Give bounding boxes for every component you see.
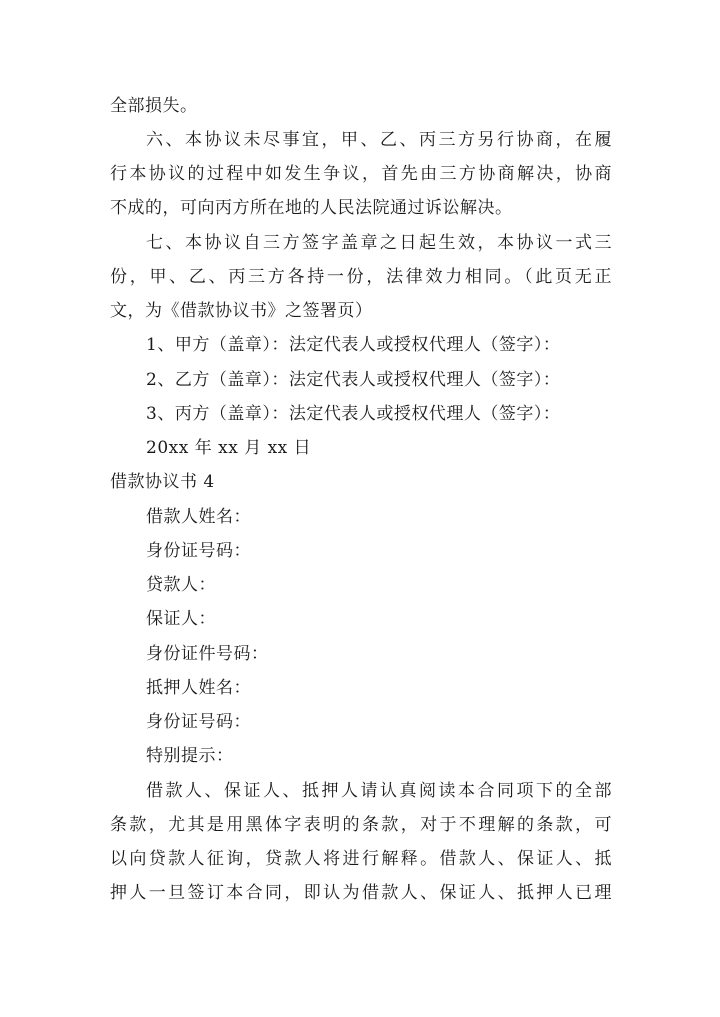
text-line: 全部损失。 [110,96,198,116]
signature-line: 3、丙方（盖章）：法定代表人或授权代理人（签字）： [146,404,561,424]
date-line: 20xx 年 xx 月 xx 日 [146,438,312,458]
text-line: 借款人、保证人、抵押人请认真阅读本合同项下的全部 [146,781,612,801]
field-label: 抵押人姓名： [146,678,251,698]
text-line: 文，为《借款协议书》之签署页） [110,301,373,321]
text-line: 行本协议的过程中如发生争议，首先由三方协商解决，协商 [110,164,612,184]
field-label: 特别提示： [146,746,234,766]
signature-line: 2、乙方（盖章）：法定代表人或授权代理人（签字）： [146,370,561,390]
text-line: 以向贷款人征询，贷款人将进行解释。借款人、保证人、抵 [110,849,612,869]
signature-line: 1、甲方（盖章）：法定代表人或授权代理人（签字）： [146,335,561,355]
text-line: 六、本协议未尽事宜，甲、乙、丙三方另行协商，在履 [146,130,612,150]
text-line: 份，甲、乙、丙三方各持一份，法律效力相同。（此页无正 [110,267,612,287]
field-label: 借款人姓名： [146,507,251,527]
field-label: 身份证件号码： [146,644,269,664]
field-label: 贷款人： [146,575,216,595]
text-line: 不成的，可向丙方所在地的人民法院通过诉讼解决。 [110,198,513,218]
text-line: 七、本协议自三方签字盖章之日起生效，本协议一式三 [146,233,612,253]
section-heading: 借款协议书 4 [110,472,215,492]
field-label: 身份证号码： [146,712,251,732]
text-line: 条款，尤其是用黑体字表明的条款，对于不理解的条款，可 [110,815,612,835]
field-label: 身份证号码： [146,541,251,561]
text-line: 押人一旦签订本合同，即认为借款人、保证人、抵押人已理 [110,883,612,903]
field-label: 保证人： [146,609,216,629]
